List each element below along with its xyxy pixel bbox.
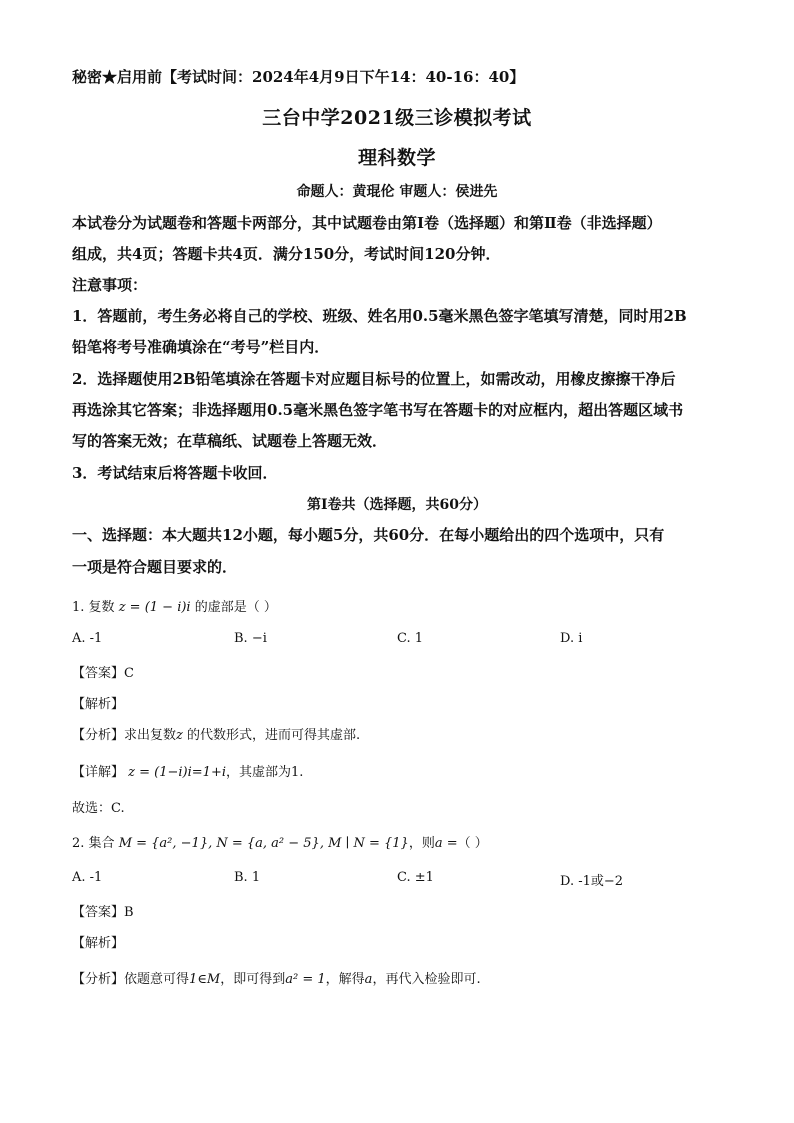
- note-2-line-3: 写的答案无效；在草稿纸、试题卷上答题无效．: [72, 432, 388, 450]
- q1-fenxi: [72, 724, 360, 743]
- note-1-line-2: 铅笔将考号准确填涂在“考号”栏目内．: [72, 338, 330, 356]
- q2-fenxi-text-d: ，再代入检验即可.: [372, 972, 481, 987]
- q2-fenxi-text-b: ，即可得到: [220, 972, 286, 987]
- question-2-suffix: =（ ）: [442, 836, 488, 851]
- authors-line: 命题人：黄琨伦 审题人：侯进先: [296, 184, 498, 200]
- q1-option-a: A. -1: [72, 631, 103, 646]
- q2-fenxi-text-c: ，解得: [325, 972, 365, 987]
- q1-option-b: B. −i: [234, 631, 267, 646]
- q2-answer: 【答案】B: [72, 905, 134, 920]
- confidential-line: 秘密★启用前【考试时间：2024年4月9日下午14：40-16：40】: [72, 68, 525, 86]
- question-1-formula: z = (1 − i)i: [118, 600, 191, 615]
- note-2-line-2: 再选涂其它答案；非选择题用0.5毫米黑色签字笔书写在答题卡的对应框内，超出答题区域书: [72, 401, 684, 419]
- note-2-line-1: 2．选择题使用2B铅笔填涂在答题卡对应题目标号的位置上，如需改动，用橡皮擦擦干净后: [72, 370, 676, 388]
- notes-heading: 注意事项：: [72, 276, 148, 294]
- q1-option-c: C. 1: [397, 631, 424, 646]
- exam-title: 三台中学2021级三诊模拟考试: [262, 107, 532, 129]
- q2-fenxi: [72, 968, 481, 987]
- q2-option-b: B. 1: [234, 870, 261, 885]
- question-1-stem: [72, 596, 277, 615]
- q1-fenxi-var: z: [176, 728, 183, 743]
- note-3: 3．考试结束后将答题卡收回．: [72, 464, 278, 482]
- q1-option-d: D. i: [560, 631, 583, 646]
- q1-fenxi-text-a: 求出复数: [124, 728, 177, 743]
- note-1-line-1: 1．答题前，考生务必将自己的学校、班级、姓名用0.5毫米黑色签字笔填写清楚，同时用2B: [72, 307, 687, 325]
- question-2-stem: [72, 832, 488, 851]
- section-instruction-line-1: 一、选择题：本大题共12小题，每小题5分，共60分．在每小题给出的四个选项中，只有: [72, 526, 665, 544]
- q2-analysis-label: 【解析】: [72, 936, 125, 951]
- question-1-suffix: 的虚部是（ ）: [194, 600, 277, 615]
- q1-xiangjie-text: ，其虚部为1.: [226, 765, 304, 780]
- q1-xiangjie: [72, 761, 303, 780]
- section-title: 第Ⅰ卷共（选择题，共60分）: [306, 497, 488, 513]
- subject-title: 理科数学: [357, 147, 436, 169]
- question-2-var: a: [434, 836, 443, 851]
- q2-fenxi-tag: 【分析】: [72, 972, 125, 987]
- question-1-prefix: 1. 复数: [72, 600, 115, 615]
- q1-conclusion: 故选：C.: [72, 801, 125, 816]
- question-2-prefix: 2. 集合: [72, 836, 115, 851]
- q2-fenxi-formula-1: 1∈M: [189, 972, 221, 987]
- q1-fenxi-text-b: 的代数形式，进而可得其虚部.: [182, 728, 361, 743]
- intro-line-1: 本试卷分为试题卷和答题卡两部分，其中试题卷由第Ⅰ卷（选择题）和第Ⅱ卷（非选择题）: [72, 214, 662, 232]
- question-2-formula: M = {a², −1}, N = {a, a² − 5}, M ∣ N = {1}: [118, 836, 409, 851]
- section-instruction-line-2: 一项是符合题目要求的．: [72, 558, 238, 576]
- q2-option-a: A. -1: [72, 870, 103, 885]
- question-2-mid: ，则: [408, 836, 435, 851]
- intro-line-2: 组成，共4页；答题卡共4页．满分150分，考试时间120分钟．: [72, 245, 501, 263]
- q1-analysis-label: 【解析】: [72, 697, 125, 712]
- q1-answer: 【答案】C: [72, 666, 134, 681]
- q1-fenxi-tag: 【分析】: [72, 728, 125, 743]
- q2-fenxi-var: a: [364, 972, 373, 987]
- q2-option-d: D. -1或−2: [560, 874, 624, 889]
- q2-fenxi-text-a: 依题意可得: [124, 972, 190, 987]
- q2-option-c: C. ±1: [397, 870, 434, 885]
- q2-fenxi-formula-2: a² = 1: [285, 972, 326, 987]
- q1-xiangjie-formula: z = (1−i)i=1+i: [128, 765, 226, 780]
- q1-xiangjie-tag: 【详解】: [72, 765, 125, 780]
